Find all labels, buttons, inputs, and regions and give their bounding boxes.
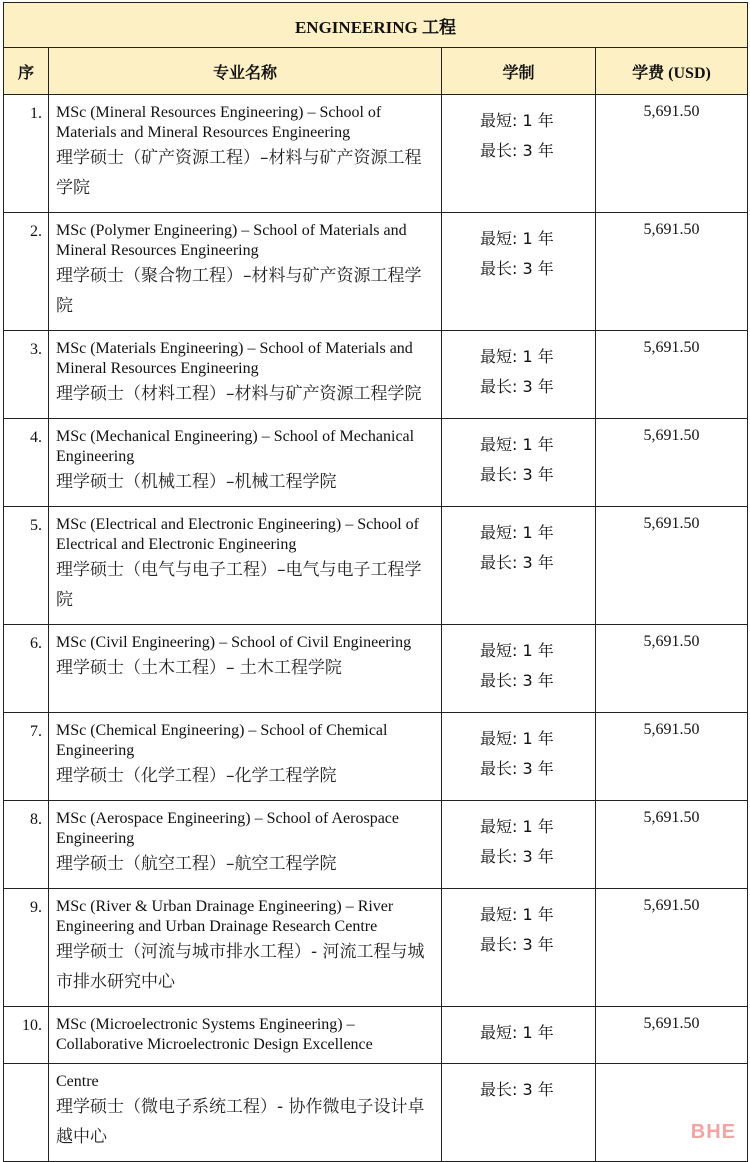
duration: [442, 1064, 596, 1162]
duration-min: 最短: 1 年: [480, 905, 554, 924]
program-en: MSc (River & Urban Drainage Engineering) – River Engineering and Urban Drainage Research Centre: [56, 898, 394, 935]
fee: 5,691.50: [596, 419, 748, 507]
duration-max: 最长: 3 年: [480, 465, 554, 484]
row-num: [4, 1064, 49, 1162]
fee: 5,691.50: [596, 1007, 748, 1064]
table-row: [4, 213, 748, 331]
duration: [442, 713, 596, 801]
duration-min: 最短: 1 年: [480, 1023, 554, 1042]
duration-max: 最长: 3 年: [480, 935, 554, 954]
program-name: [49, 1064, 442, 1162]
program-name: [49, 801, 442, 889]
row-num: 10.: [4, 1007, 49, 1064]
duration-min: 最短: 1 年: [480, 435, 554, 454]
fee: [596, 1064, 748, 1162]
duration: [442, 213, 596, 331]
program-cn: 理学硕士（微电子系统工程）- 协作微电子设计卓越中心: [56, 1097, 425, 1147]
program-cn: 理学硕士（材料工程）–材料与矿产资源工程学院: [56, 384, 422, 404]
program-name: [49, 507, 442, 625]
program-cn: 理学硕士（土木工程）– 土木工程学院: [56, 658, 342, 678]
duration: [442, 419, 596, 507]
program-cn: 理学硕士（化学工程）–化学工程学院: [56, 766, 337, 786]
table-row: [4, 1064, 748, 1162]
program-cn: 理学硕士（电气与电子工程）–电气与电子工程学院: [56, 560, 422, 610]
duration: [442, 331, 596, 419]
fee: 5,691.50: [596, 213, 748, 331]
duration-max: 最长: 3 年: [480, 141, 554, 160]
fee: 5,691.50: [596, 507, 748, 625]
program-en: MSc (Polymer Engineering) – School of Materials and Mineral Resources Engineering: [56, 222, 407, 259]
duration-min: 最短: 1 年: [480, 641, 554, 660]
program-en: MSc (Mechanical Engineering) – School of Mechanical Engineering: [56, 428, 415, 465]
program-cn: 理学硕士（聚合物工程）–材料与矿产资源工程学院: [56, 266, 422, 316]
program-en: MSc (Civil Engineering) – School of Civil Engineering: [56, 634, 412, 651]
duration-min: 最短: 1 年: [480, 523, 554, 542]
program-en: MSc (Electrical and Electronic Engineering) – School of Electrical and Electronic Engineering: [56, 516, 419, 553]
table-row: [4, 419, 748, 507]
fee: 5,691.50: [596, 95, 748, 213]
row-num: 4.: [4, 419, 49, 507]
header-duration: 学制: [442, 48, 596, 95]
duration-max: 最长: 3 年: [480, 259, 554, 278]
duration: [442, 625, 596, 713]
program-cn: 理学硕士（河流与城市排水工程）- 河流工程与城市排水研究中心: [56, 942, 425, 992]
fee: 5,691.50: [596, 713, 748, 801]
engineering-programs-table: [3, 2, 748, 1162]
duration: [442, 1007, 596, 1064]
program-en: MSc (Aerospace Engineering) – School of Aerospace Engineering: [56, 810, 399, 847]
table-row: [4, 801, 748, 889]
duration-min: 最短: 1 年: [480, 111, 554, 130]
program-name: [49, 625, 442, 713]
row-num: 5.: [4, 507, 49, 625]
row-num: 6.: [4, 625, 49, 713]
table-row: [4, 507, 748, 625]
program-en: Centre: [56, 1073, 99, 1090]
table-row: [4, 331, 748, 419]
duration: [442, 801, 596, 889]
fee: 5,691.50: [596, 625, 748, 713]
duration-max: 最长: 3 年: [480, 759, 554, 778]
program-en: MSc (Microelectronic Systems Engineering) – Collaborative Microelectronic Design Excellence: [56, 1016, 373, 1053]
duration-max: 最长: 3 年: [480, 553, 554, 572]
duration-max: 最长: 3 年: [480, 377, 554, 396]
duration-min: 最短: 1 年: [480, 729, 554, 748]
program-name: [49, 213, 442, 331]
header-num: 序: [4, 48, 49, 95]
program-en: MSc (Mineral Resources Engineering) – School of Materials and Mineral Resources Engineering: [56, 104, 382, 141]
program-name: [49, 419, 442, 507]
program-en: MSc (Materials Engineering) – School of Materials and Mineral Resources Engineering: [56, 340, 413, 377]
program-name: [49, 1007, 442, 1064]
table-row: [4, 95, 748, 213]
duration: [442, 889, 596, 1007]
program-en: MSc (Chemical Engineering) – School of Chemical Engineering: [56, 722, 388, 759]
row-num: 9.: [4, 889, 49, 1007]
program-name: [49, 889, 442, 1007]
header-fee: 学费 (USD): [596, 48, 748, 95]
row-num: 7.: [4, 713, 49, 801]
fee: 5,691.50: [596, 331, 748, 419]
header-name: 专业名称: [49, 48, 442, 95]
program-name: [49, 95, 442, 213]
duration-max: 最长: 3 年: [480, 847, 554, 866]
table-row: [4, 889, 748, 1007]
fee: 5,691.50: [596, 801, 748, 889]
program-cn: 理学硕士（航空工程）–航空工程学院: [56, 854, 337, 874]
program-name: [49, 331, 442, 419]
row-num: 8.: [4, 801, 49, 889]
row-num: 1.: [4, 95, 49, 213]
table-row: [4, 1007, 748, 1064]
duration-min: 最短: 1 年: [480, 817, 554, 836]
program-cn: 理学硕士（机械工程）–机械工程学院: [56, 472, 337, 492]
duration-min: 最短: 1 年: [480, 229, 554, 248]
duration: [442, 95, 596, 213]
row-num: 3.: [4, 331, 49, 419]
duration: [442, 507, 596, 625]
fee: 5,691.50: [596, 889, 748, 1007]
duration-max: 最长: 3 年: [480, 671, 554, 690]
duration-max: 最长: 3 年: [480, 1080, 554, 1099]
table-row: [4, 625, 748, 713]
program-cn: 理学硕士（矿产资源工程）–材料与矿产资源工程学院: [56, 148, 422, 198]
duration-min: 最短: 1 年: [480, 347, 554, 366]
program-name: [49, 713, 442, 801]
bhe-watermark-logo: BHE: [690, 1121, 736, 1143]
row-num: 2.: [4, 213, 49, 331]
section-title: ENGINEERING 工程: [4, 3, 748, 48]
table-row: [4, 713, 748, 801]
